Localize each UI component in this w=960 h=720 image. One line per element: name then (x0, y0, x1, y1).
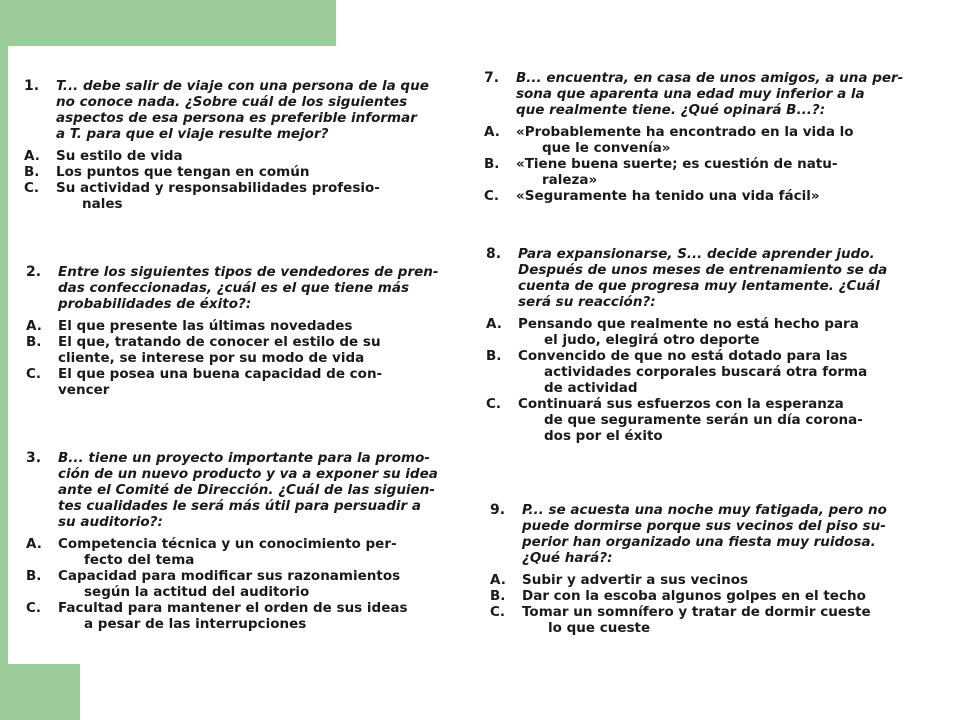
option-c (484, 188, 903, 204)
option-text-continued: raleza» (542, 172, 598, 188)
option-text: Convencido de que no está dotado para las (518, 348, 848, 364)
stem-line: Entre los siguientes tipos de vendedores de pren- (58, 264, 439, 280)
question-stem (522, 502, 887, 566)
option-letter: B. (24, 164, 40, 180)
option-text-continued: de actividad (544, 380, 638, 396)
option-a (490, 572, 887, 588)
green-frame-top (0, 0, 336, 46)
stem-line: será su reacción?: (518, 294, 656, 310)
question-number: 3. (26, 450, 42, 466)
stem-line: tes cualidades le será más útil para persuadir a (58, 498, 421, 514)
option-text: Competencia técnica y un conocimiento per- (58, 536, 397, 552)
green-frame-bottom (0, 664, 80, 720)
stem-line: das confeccionadas, ¿cuál es el que tiene más (58, 280, 409, 296)
option-text-continued: dos por el éxito (544, 428, 663, 444)
question-stem (58, 450, 438, 530)
stem-line: puede dormirse porque sus vecinos del piso su- (522, 518, 886, 534)
option-text: El que presente las últimas novedades (58, 318, 353, 334)
questionnaire-page (8, 46, 960, 664)
question-2 (26, 264, 438, 398)
option-a (26, 536, 438, 568)
option-text-continued: nales (82, 196, 123, 212)
stem-line: T... debe salir de viaje con una persona de la que (56, 78, 429, 94)
green-frame-left (0, 0, 8, 720)
option-letter: A. (26, 318, 42, 334)
option-c (486, 396, 887, 444)
stem-line: aspectos de esa persona es preferible informar (56, 110, 417, 126)
option-letter: C. (490, 604, 506, 620)
option-c (26, 366, 438, 398)
option-a (484, 124, 903, 156)
question-stem (58, 264, 438, 312)
stem-line: B... encuentra, en casa de unos amigos, a una per- (516, 70, 904, 86)
option-text: Facultad para mantener el orden de sus ideas (58, 600, 408, 616)
option-text: Continuará sus esfuerzos con la esperanza (518, 396, 844, 412)
option-text: Capacidad para modificar sus razonamientos (58, 568, 401, 584)
option-a (486, 316, 887, 348)
option-text-continued: según la actitud del auditorio (84, 584, 310, 600)
option-letter: B. (26, 568, 42, 584)
option-text-continued: actividades corporales buscará otra forma (544, 364, 868, 380)
question-number: 9. (490, 502, 506, 518)
option-letter: B. (26, 334, 42, 350)
option-b (26, 334, 438, 366)
option-text: El que posea una buena capacidad de con- (58, 366, 383, 382)
option-a (24, 148, 429, 164)
answer-options (490, 572, 887, 636)
question-3 (26, 450, 438, 632)
answer-options (26, 318, 438, 398)
option-b (26, 568, 438, 600)
option-text: Su estilo de vida (56, 148, 183, 164)
option-text-continued: que le convenía» (542, 140, 671, 156)
option-text-continued: cliente, se interese por su modo de vida (58, 350, 365, 366)
question-7 (484, 70, 903, 204)
option-b (484, 156, 903, 188)
answer-options (486, 316, 887, 444)
option-b (24, 164, 429, 180)
stem-line: cuenta de que progresa muy lentamente. ¿Cuál (518, 278, 880, 294)
stem-line: ¿Qué hará?: (522, 550, 613, 566)
option-text: Tomar un somnífero y tratar de dormir cueste (522, 604, 871, 620)
option-letter: C. (26, 600, 42, 616)
option-letter: B. (486, 348, 502, 364)
option-letter: A. (490, 572, 506, 588)
option-letter: C. (486, 396, 502, 412)
option-letter: A. (26, 536, 42, 552)
answer-options (26, 536, 438, 632)
stem-line: no conoce nada. ¿Sobre cuál de los siguientes (56, 94, 408, 110)
option-text: Los puntos que tengan en común (56, 164, 310, 180)
option-text: «Seguramente ha tenido una vida fácil» (516, 188, 820, 204)
option-text-continued: a pesar de las interrupciones (84, 616, 307, 632)
option-text: «Probablemente ha encontrado en la vida lo (516, 124, 854, 140)
option-text: Pensando que realmente no está hecho para (518, 316, 859, 332)
stem-line: que realmente tiene. ¿Qué opinará B...?: (516, 102, 826, 118)
option-text-continued: vencer (58, 382, 110, 398)
stem-line: B... tiene un proyecto importante para la promo- (58, 450, 430, 466)
question-number: 1. (24, 78, 40, 94)
option-b (490, 588, 887, 604)
option-letter: C. (24, 180, 40, 196)
question-stem (518, 246, 887, 310)
option-c (490, 604, 887, 636)
stem-line: su auditorio?: (58, 514, 163, 530)
stem-line: probabilidades de éxito?: (58, 296, 252, 312)
question-stem (56, 78, 429, 142)
option-letter: A. (484, 124, 500, 140)
option-text-continued: el judo, elegirá otro deporte (544, 332, 760, 348)
option-text-continued: fecto del tema (84, 552, 195, 568)
option-letter: B. (484, 156, 500, 172)
stem-line: ante el Comité de Dirección. ¿Cuál de las siguien- (58, 482, 435, 498)
stem-line: perior han organizado una fiesta muy ruidosa. (522, 534, 876, 550)
stem-line: Después de unos meses de entrenamiento se da (518, 262, 888, 278)
option-letter: C. (26, 366, 42, 382)
question-9 (490, 502, 887, 636)
stem-line: P... se acuesta una noche muy fatigada, pero no (522, 502, 887, 518)
stem-line: Para expansionarse, S... decide aprender judo. (518, 246, 875, 262)
question-number: 7. (484, 70, 500, 86)
option-letter: A. (486, 316, 502, 332)
option-c (26, 600, 438, 632)
option-c (24, 180, 429, 212)
option-a (26, 318, 438, 334)
option-letter: B. (490, 588, 506, 604)
question-number: 8. (486, 246, 502, 262)
question-stem (516, 70, 903, 118)
option-text: «Tiene buena suerte; es cuestión de natu- (516, 156, 838, 172)
answer-options (484, 124, 903, 204)
option-text: El que, tratando de conocer el estilo de su (58, 334, 381, 350)
stem-line: ción de un nuevo producto y va a exponer su idea (58, 466, 438, 482)
answer-options (24, 148, 429, 212)
option-letter: A. (24, 148, 40, 164)
question-8 (486, 246, 887, 444)
stem-line: sona que aparenta una edad muy inferior a la (516, 86, 865, 102)
option-text: Su actividad y responsabilidades profesio- (56, 180, 380, 196)
question-number: 2. (26, 264, 42, 280)
option-text-continued: lo que cueste (548, 620, 651, 636)
option-text-continued: de que seguramente serán un día corona- (544, 412, 863, 428)
stem-line: a T. para que el viaje resulte mejor? (56, 126, 329, 142)
option-text: Subir y advertir a sus vecinos (522, 572, 749, 588)
question-1 (24, 78, 429, 212)
option-text: Dar con la escoba algunos golpes en el techo (522, 588, 866, 604)
option-letter: C. (484, 188, 500, 204)
option-b (486, 348, 887, 396)
